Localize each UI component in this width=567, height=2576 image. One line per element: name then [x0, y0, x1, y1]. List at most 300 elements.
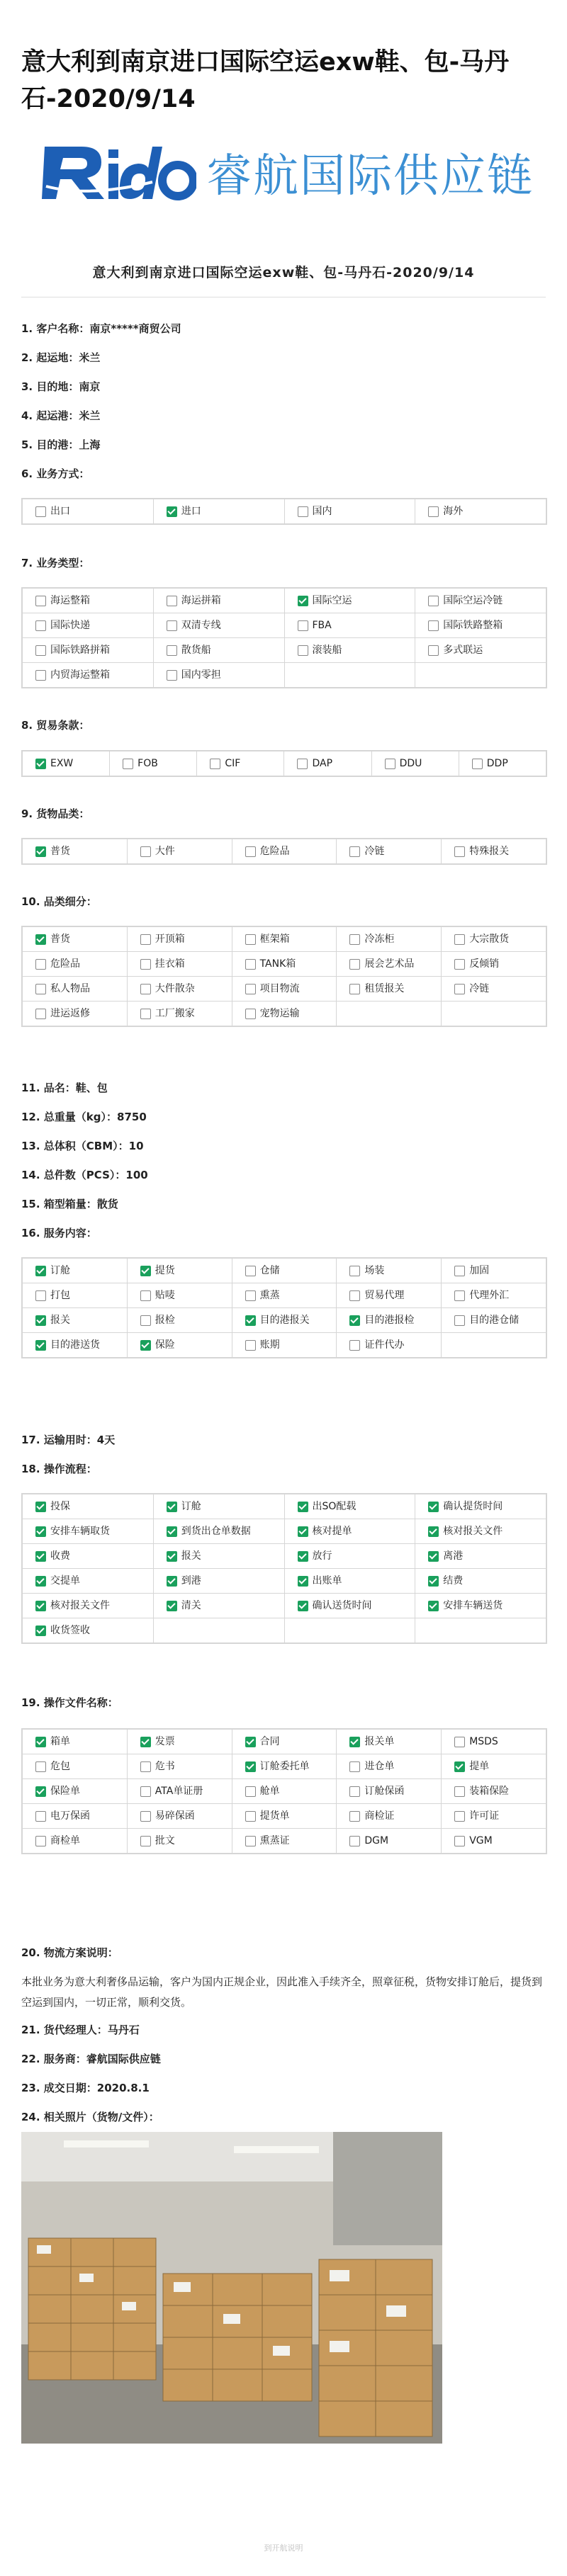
- checkbox-option[interactable]: [133, 1337, 226, 1353]
- checkbox-option[interactable]: [28, 1759, 121, 1774]
- checkbox-unchecked-icon[interactable]: [35, 959, 46, 970]
- checkbox-option[interactable]: [159, 642, 279, 658]
- checkbox-unchecked-icon[interactable]: [245, 1266, 256, 1276]
- checkbox-label: 滚装船: [312, 645, 342, 656]
- checkbox-label: 场装: [364, 1265, 385, 1276]
- checkbox-unchecked-icon[interactable]: [454, 934, 465, 945]
- checkbox-option[interactable]: [28, 956, 121, 972]
- checkbox-checked-icon[interactable]: [35, 759, 46, 769]
- process-table: [22, 1494, 546, 1643]
- checkbox-option[interactable]: [447, 956, 540, 972]
- checkbox-label: 私人物品: [50, 983, 90, 994]
- checkbox-checked-icon[interactable]: [245, 1761, 256, 1772]
- checkbox-unchecked-icon[interactable]: [35, 645, 46, 656]
- checkbox-unchecked-icon[interactable]: [245, 1009, 256, 1019]
- checkbox-unchecked-icon[interactable]: [245, 934, 256, 945]
- checkbox-option[interactable]: [238, 1808, 331, 1824]
- checkbox-unchecked-icon[interactable]: [35, 596, 46, 606]
- checkbox-option[interactable]: [447, 1288, 540, 1303]
- checkbox-label: 收费: [50, 1550, 70, 1562]
- checkbox-option[interactable]: [342, 1337, 435, 1353]
- checkbox-option[interactable]: [291, 1524, 410, 1539]
- checkbox-checked-icon[interactable]: [298, 1502, 308, 1512]
- checkbox-unchecked-icon[interactable]: [349, 1290, 360, 1301]
- checkbox-unchecked-icon[interactable]: [428, 620, 439, 631]
- checkbox-option[interactable]: [133, 1006, 226, 1021]
- checkbox-unchecked-icon[interactable]: [123, 759, 133, 769]
- checkbox-option[interactable]: [159, 667, 279, 683]
- checkbox-checked-icon[interactable]: [35, 934, 46, 945]
- checkbox-unchecked-icon[interactable]: [35, 984, 46, 994]
- field-customer: 1. 客户名称：南京*****商贸公司: [21, 322, 181, 335]
- checkbox-checked-icon[interactable]: [298, 1576, 308, 1587]
- checkbox-label: 反倾销: [469, 958, 500, 970]
- checkbox-unchecked-icon[interactable]: [454, 1290, 465, 1301]
- checkbox-option[interactable]: [291, 1573, 410, 1589]
- checkbox-option[interactable]: [28, 756, 103, 771]
- checkbox-checked-icon[interactable]: [428, 1526, 439, 1537]
- checkbox-checked-icon[interactable]: [35, 1526, 46, 1537]
- field-services: 16. 服务内容：: [21, 1227, 97, 1239]
- checkbox-label: DAP: [312, 758, 333, 769]
- checkbox-label: 工厂搬家: [155, 1008, 195, 1019]
- checkbox-checked-icon[interactable]: [298, 1601, 308, 1611]
- checkbox-option[interactable]: [133, 1263, 226, 1278]
- checkbox-label: 海运整箱: [50, 595, 90, 606]
- checkbox-option[interactable]: [203, 756, 278, 771]
- checkbox-option[interactable]: [421, 642, 540, 658]
- checkbox-option[interactable]: [447, 981, 540, 997]
- checkbox-option[interactable]: [342, 981, 435, 997]
- checkbox-option[interactable]: [133, 1808, 226, 1824]
- checkbox-unchecked-icon[interactable]: [454, 1786, 465, 1797]
- checkbox-option[interactable]: [342, 1734, 435, 1749]
- checkbox-unchecked-icon[interactable]: [167, 596, 177, 606]
- checkbox-option[interactable]: [28, 1783, 121, 1799]
- checkbox-unchecked-icon[interactable]: [140, 1786, 151, 1797]
- checkbox-unchecked-icon[interactable]: [140, 984, 151, 994]
- checkbox-option[interactable]: [378, 756, 453, 771]
- checkbox-option[interactable]: [291, 642, 410, 658]
- checkbox-option[interactable]: [238, 1833, 331, 1849]
- checkbox-option[interactable]: [291, 1598, 410, 1613]
- checkbox-unchecked-icon[interactable]: [140, 1811, 151, 1822]
- checkbox-unchecked-icon[interactable]: [298, 620, 308, 631]
- checkbox-unchecked-icon[interactable]: [454, 1811, 465, 1822]
- checkbox-checked-icon[interactable]: [428, 1601, 439, 1611]
- checkbox-unchecked-icon[interactable]: [210, 759, 220, 769]
- checkbox-label: 易碎保函: [155, 1810, 195, 1822]
- checkbox-option[interactable]: [28, 1263, 121, 1278]
- checkbox-option[interactable]: [28, 1623, 147, 1638]
- checkbox-option[interactable]: [159, 1573, 279, 1589]
- checkbox-checked-icon[interactable]: [167, 1551, 177, 1562]
- checkbox-unchecked-icon[interactable]: [349, 1786, 360, 1797]
- checkbox-option[interactable]: [28, 1548, 147, 1564]
- checkbox-unchecked-icon[interactable]: [35, 1009, 46, 1019]
- grid-cell: [23, 1494, 154, 1519]
- checkbox-option[interactable]: [238, 1263, 331, 1278]
- checkbox-label: 危险品: [50, 958, 80, 970]
- checkbox-unchecked-icon[interactable]: [349, 1811, 360, 1822]
- checkbox-label: 进仓单: [364, 1761, 395, 1772]
- checkbox-label: 订舱: [50, 1265, 70, 1276]
- checkbox-unchecked-icon[interactable]: [140, 934, 151, 945]
- checkbox-option[interactable]: [28, 1573, 147, 1589]
- checkbox-option[interactable]: [238, 844, 331, 859]
- checkbox-label: 交提单: [50, 1575, 80, 1587]
- checkbox-option[interactable]: [159, 1548, 279, 1564]
- checkbox-option[interactable]: [159, 1499, 279, 1514]
- grid-cell: [153, 1494, 284, 1519]
- checkbox-unchecked-icon[interactable]: [35, 1836, 46, 1846]
- checkbox-option[interactable]: [238, 981, 331, 997]
- checkbox-option[interactable]: [159, 1598, 279, 1613]
- checkbox-label: VGM: [469, 1835, 493, 1846]
- checkbox-option[interactable]: [133, 1312, 226, 1328]
- checkbox-option[interactable]: [291, 618, 410, 633]
- checkbox-unchecked-icon[interactable]: [35, 670, 46, 681]
- checkbox-option[interactable]: [133, 956, 226, 972]
- checkbox-option[interactable]: [447, 1263, 540, 1278]
- checkbox-unchecked-icon[interactable]: [349, 1266, 360, 1276]
- checkbox-option[interactable]: [342, 844, 435, 859]
- field-total-pieces: 14. 总件数（PCS）：100: [21, 1169, 148, 1181]
- checkbox-checked-icon[interactable]: [140, 1266, 151, 1276]
- checkbox-option[interactable]: [238, 1783, 331, 1799]
- checkbox-checked-icon[interactable]: [35, 1551, 46, 1562]
- checkbox-option[interactable]: [447, 931, 540, 947]
- checkbox-option[interactable]: [342, 956, 435, 972]
- grid-row: [23, 1283, 546, 1308]
- checkbox-label: 国际铁路整箱: [443, 620, 503, 631]
- checkbox-label: 目的港报检: [364, 1315, 415, 1326]
- checkbox-option[interactable]: [116, 756, 191, 771]
- grid-cell: [284, 1569, 415, 1594]
- checkbox-checked-icon[interactable]: [298, 596, 308, 606]
- checkbox-option[interactable]: [238, 1337, 331, 1353]
- checkbox-label: DDP: [486, 758, 508, 769]
- checkbox-unchecked-icon[interactable]: [245, 1811, 256, 1822]
- checkbox-unchecked-icon[interactable]: [245, 1786, 256, 1797]
- checkbox-checked-icon[interactable]: [428, 1502, 439, 1512]
- checkbox-option[interactable]: [28, 642, 147, 658]
- checkbox-option[interactable]: [238, 931, 331, 947]
- checkbox-unchecked-icon[interactable]: [167, 670, 177, 681]
- checkbox-option[interactable]: [421, 1548, 540, 1564]
- checkbox-unchecked-icon[interactable]: [245, 1290, 256, 1301]
- checkbox-checked-icon[interactable]: [245, 1315, 256, 1326]
- checkbox-unchecked-icon[interactable]: [297, 759, 308, 769]
- checkbox-unchecked-icon[interactable]: [245, 1340, 256, 1351]
- checkbox-checked-icon[interactable]: [35, 1786, 46, 1797]
- checkbox-unchecked-icon[interactable]: [454, 959, 465, 970]
- checkbox-option[interactable]: [447, 1312, 540, 1328]
- checkbox-unchecked-icon[interactable]: [349, 846, 360, 857]
- checkbox-unchecked-icon[interactable]: [454, 1266, 465, 1276]
- checkbox-unchecked-icon[interactable]: [167, 620, 177, 631]
- checkbox-unchecked-icon[interactable]: [428, 645, 439, 656]
- grid-cell: [371, 751, 459, 776]
- field-business-mode: 6. 业务方式：: [21, 467, 90, 480]
- grid-cell: [127, 1804, 232, 1829]
- checkbox-option[interactable]: [133, 1288, 226, 1303]
- checkbox-unchecked-icon[interactable]: [454, 846, 465, 857]
- checkbox-checked-icon[interactable]: [35, 1340, 46, 1351]
- checkbox-option[interactable]: [421, 1499, 540, 1514]
- grid-cell: [232, 1754, 337, 1779]
- checkbox-label: 国际快递: [50, 620, 90, 631]
- checkbox-checked-icon[interactable]: [35, 1737, 46, 1747]
- checkbox-unchecked-icon[interactable]: [140, 1009, 151, 1019]
- checkbox-checked-icon[interactable]: [349, 1315, 360, 1326]
- checkbox-checked-icon[interactable]: [349, 1737, 360, 1747]
- checkbox-label: 收货签收: [50, 1625, 90, 1636]
- checkbox-option[interactable]: [291, 1499, 410, 1514]
- checkbox-label: 确认提货时间: [443, 1501, 503, 1512]
- checkbox-option[interactable]: [159, 618, 279, 633]
- checkbox-option[interactable]: [421, 1573, 540, 1589]
- checkbox-unchecked-icon[interactable]: [140, 959, 151, 970]
- checkbox-option[interactable]: [28, 1808, 121, 1824]
- checkbox-label: 海外: [443, 506, 464, 517]
- checkbox-checked-icon[interactable]: [167, 1502, 177, 1512]
- checkbox-checked-icon[interactable]: [140, 1340, 151, 1351]
- grid-cell: [23, 499, 154, 524]
- checkbox-unchecked-icon[interactable]: [385, 759, 395, 769]
- checkbox-label: FOB: [137, 758, 158, 769]
- checkbox-unchecked-icon[interactable]: [245, 984, 256, 994]
- checkbox-label: 仓储: [259, 1265, 280, 1276]
- grid-cell: [23, 1283, 128, 1308]
- checkbox-checked-icon[interactable]: [140, 1737, 151, 1747]
- checkbox-label: 保险单: [50, 1786, 80, 1797]
- checkbox-unchecked-icon[interactable]: [140, 1836, 151, 1846]
- checkbox-unchecked-icon[interactable]: [472, 759, 483, 769]
- checkbox-option[interactable]: [238, 956, 331, 972]
- checkbox-option[interactable]: [421, 504, 540, 519]
- checkbox-option[interactable]: [133, 931, 226, 947]
- grid-cell: [337, 1333, 442, 1358]
- checkbox-option[interactable]: [291, 1548, 410, 1564]
- checkbox-unchecked-icon[interactable]: [35, 1811, 46, 1822]
- checkbox-unchecked-icon[interactable]: [454, 984, 465, 994]
- checkbox-option[interactable]: [447, 1783, 540, 1799]
- checkbox-option[interactable]: [28, 618, 147, 633]
- checkbox-unchecked-icon[interactable]: [349, 934, 360, 945]
- checkbox-option[interactable]: [159, 504, 279, 519]
- checkbox-unchecked-icon[interactable]: [349, 1836, 360, 1846]
- checkbox-option[interactable]: [28, 931, 121, 947]
- checkbox-option[interactable]: [421, 1524, 540, 1539]
- checkbox-label: ATA单证册: [155, 1786, 203, 1797]
- checkbox-option[interactable]: [447, 1734, 540, 1749]
- checkbox-option[interactable]: [28, 504, 147, 519]
- checkbox-unchecked-icon[interactable]: [245, 846, 256, 857]
- checkbox-label: 进运返修: [50, 1008, 90, 1019]
- checkbox-checked-icon[interactable]: [167, 1576, 177, 1587]
- checkbox-option[interactable]: [133, 1833, 226, 1849]
- checkbox-unchecked-icon[interactable]: [140, 1315, 151, 1326]
- checkbox-unchecked-icon[interactable]: [35, 506, 46, 517]
- checkbox-unchecked-icon[interactable]: [428, 506, 439, 517]
- checkbox-label: 许可证: [469, 1810, 500, 1822]
- checkbox-option[interactable]: [238, 1312, 331, 1328]
- checkbox-option[interactable]: [447, 1759, 540, 1774]
- grid-cell: [442, 1002, 546, 1026]
- checkbox-option[interactable]: [133, 1734, 226, 1749]
- grid-cell: [442, 1259, 546, 1283]
- checkbox-unchecked-icon[interactable]: [35, 620, 46, 631]
- checkbox-option[interactable]: [133, 844, 226, 859]
- checkbox-label: 宠物运输: [259, 1008, 300, 1019]
- grid-cell: [232, 1283, 337, 1308]
- checkbox-checked-icon[interactable]: [35, 1266, 46, 1276]
- checkbox-checked-icon[interactable]: [454, 1761, 465, 1772]
- grid-row: [23, 839, 546, 864]
- checkbox-option[interactable]: [159, 593, 279, 608]
- checkbox-unchecked-icon[interactable]: [140, 846, 151, 857]
- checkbox-checked-icon[interactable]: [167, 506, 177, 517]
- checkbox-option[interactable]: [133, 981, 226, 997]
- grid-cell: [442, 977, 546, 1002]
- checkbox-option[interactable]: [28, 1337, 121, 1353]
- checkbox-checked-icon[interactable]: [35, 1625, 46, 1636]
- checkbox-label: 项目物流: [259, 983, 300, 994]
- checkbox-option[interactable]: [291, 593, 410, 608]
- checkbox-label: 框架箱: [259, 934, 290, 945]
- checkbox-checked-icon[interactable]: [298, 1551, 308, 1562]
- checkbox-checked-icon[interactable]: [35, 1502, 46, 1512]
- checkbox-checked-icon[interactable]: [35, 1315, 46, 1326]
- grid-cell: [197, 751, 284, 776]
- checkbox-option[interactable]: [28, 981, 121, 997]
- checkbox-option[interactable]: [342, 931, 435, 947]
- checkbox-option[interactable]: [421, 1598, 540, 1613]
- checkbox-unchecked-icon[interactable]: [245, 959, 256, 970]
- field-origin: 2. 起运地：米兰: [21, 351, 101, 364]
- checkbox-unchecked-icon[interactable]: [167, 645, 177, 656]
- checkbox-option[interactable]: [28, 593, 147, 608]
- checkbox-unchecked-icon[interactable]: [140, 1290, 151, 1301]
- checkbox-option[interactable]: [238, 1006, 331, 1021]
- grid-cell: [442, 927, 546, 952]
- checkbox-checked-icon[interactable]: [245, 1737, 256, 1747]
- checkbox-option[interactable]: [447, 844, 540, 859]
- checkbox-option[interactable]: [28, 844, 121, 859]
- checkbox-option[interactable]: [238, 1734, 331, 1749]
- grid-cell: [232, 927, 337, 952]
- checkbox-option[interactable]: [133, 1783, 226, 1799]
- checkbox-option[interactable]: [421, 618, 540, 633]
- checkbox-checked-icon[interactable]: [167, 1526, 177, 1537]
- checkbox-option[interactable]: [342, 1783, 435, 1799]
- checkbox-label: 开顶箱: [155, 934, 185, 945]
- checkbox-label: 目的港仓储: [469, 1315, 520, 1326]
- checkbox-label: 安排车辆取货: [50, 1526, 110, 1537]
- grid-cell: [337, 1754, 442, 1779]
- checkbox-unchecked-icon[interactable]: [349, 1761, 360, 1772]
- grid-cell: [153, 1618, 284, 1643]
- checkbox-option[interactable]: [28, 1833, 121, 1849]
- checkbox-unchecked-icon[interactable]: [298, 645, 308, 656]
- grid-cell: [284, 1618, 415, 1643]
- checkbox-unchecked-icon[interactable]: [454, 1315, 465, 1326]
- checkbox-unchecked-icon[interactable]: [454, 1836, 465, 1846]
- checkbox-label: 冷链: [364, 846, 385, 857]
- checkbox-option[interactable]: [159, 1524, 279, 1539]
- checkbox-label: 国内零担: [181, 669, 221, 681]
- checkbox-option[interactable]: [28, 1499, 147, 1514]
- checkbox-option[interactable]: [447, 1833, 540, 1849]
- checkbox-option[interactable]: [447, 1808, 540, 1824]
- checkbox-unchecked-icon[interactable]: [428, 596, 439, 606]
- checkbox-option[interactable]: [342, 1312, 435, 1328]
- grid-cell: [284, 589, 415, 613]
- cargo-photo-illustration: [21, 2132, 442, 2444]
- checkbox-option[interactable]: [28, 1006, 121, 1021]
- grid-cell: [232, 1259, 337, 1283]
- field-forwarder-manager: 21. 货代经理人：马丹石: [21, 2024, 140, 2036]
- checkbox-option[interactable]: [290, 756, 365, 771]
- checkbox-unchecked-icon[interactable]: [349, 1340, 360, 1351]
- checkbox-label: 海运拼箱: [181, 595, 221, 606]
- checkbox-unchecked-icon[interactable]: [454, 1737, 465, 1747]
- checkbox-checked-icon[interactable]: [35, 1601, 46, 1611]
- field-documents: 19. 操作文件名称：: [21, 1696, 118, 1709]
- checkbox-unchecked-icon[interactable]: [245, 1836, 256, 1846]
- checkbox-option[interactable]: [421, 593, 540, 608]
- checkbox-option[interactable]: [28, 1524, 147, 1539]
- checkbox-option[interactable]: [238, 1759, 331, 1774]
- checkbox-unchecked-icon[interactable]: [35, 1290, 46, 1301]
- checkbox-unchecked-icon[interactable]: [35, 1761, 46, 1772]
- checkbox-option[interactable]: [28, 1734, 121, 1749]
- checkbox-checked-icon[interactable]: [35, 1576, 46, 1587]
- checkbox-checked-icon[interactable]: [167, 1601, 177, 1611]
- checkbox-option[interactable]: [342, 1759, 435, 1774]
- grid-cell: [23, 751, 110, 776]
- checkbox-option[interactable]: [238, 1288, 331, 1303]
- checkbox-label: 账期: [259, 1339, 280, 1351]
- checkbox-option[interactable]: [291, 504, 410, 519]
- checkbox-option[interactable]: [28, 1312, 121, 1328]
- checkbox-unchecked-icon[interactable]: [140, 1761, 151, 1772]
- checkbox-option[interactable]: [342, 1263, 435, 1278]
- grid-cell: [337, 977, 442, 1002]
- checkbox-option[interactable]: [28, 667, 147, 683]
- checkbox-label: 冷冻柜: [364, 934, 395, 945]
- checkbox-option[interactable]: [342, 1833, 435, 1849]
- checkbox-option[interactable]: [28, 1288, 121, 1303]
- checkbox-option[interactable]: [28, 1598, 147, 1613]
- checkbox-checked-icon[interactable]: [35, 846, 46, 857]
- checkbox-option[interactable]: [342, 1288, 435, 1303]
- checkbox-checked-icon[interactable]: [428, 1551, 439, 1562]
- checkbox-label: 舱单: [259, 1786, 280, 1797]
- checkbox-unchecked-icon[interactable]: [349, 984, 360, 994]
- checkbox-checked-icon[interactable]: [428, 1576, 439, 1587]
- grid-row: [23, 1519, 546, 1544]
- grid-cell: [337, 1730, 442, 1754]
- checkbox-unchecked-icon[interactable]: [298, 506, 308, 517]
- checkbox-option[interactable]: [133, 1759, 226, 1774]
- grid-cell: [284, 1519, 415, 1544]
- checkbox-option[interactable]: [342, 1808, 435, 1824]
- checkbox-unchecked-icon[interactable]: [349, 959, 360, 970]
- checkbox-option[interactable]: [465, 756, 540, 771]
- checkbox-checked-icon[interactable]: [298, 1526, 308, 1537]
